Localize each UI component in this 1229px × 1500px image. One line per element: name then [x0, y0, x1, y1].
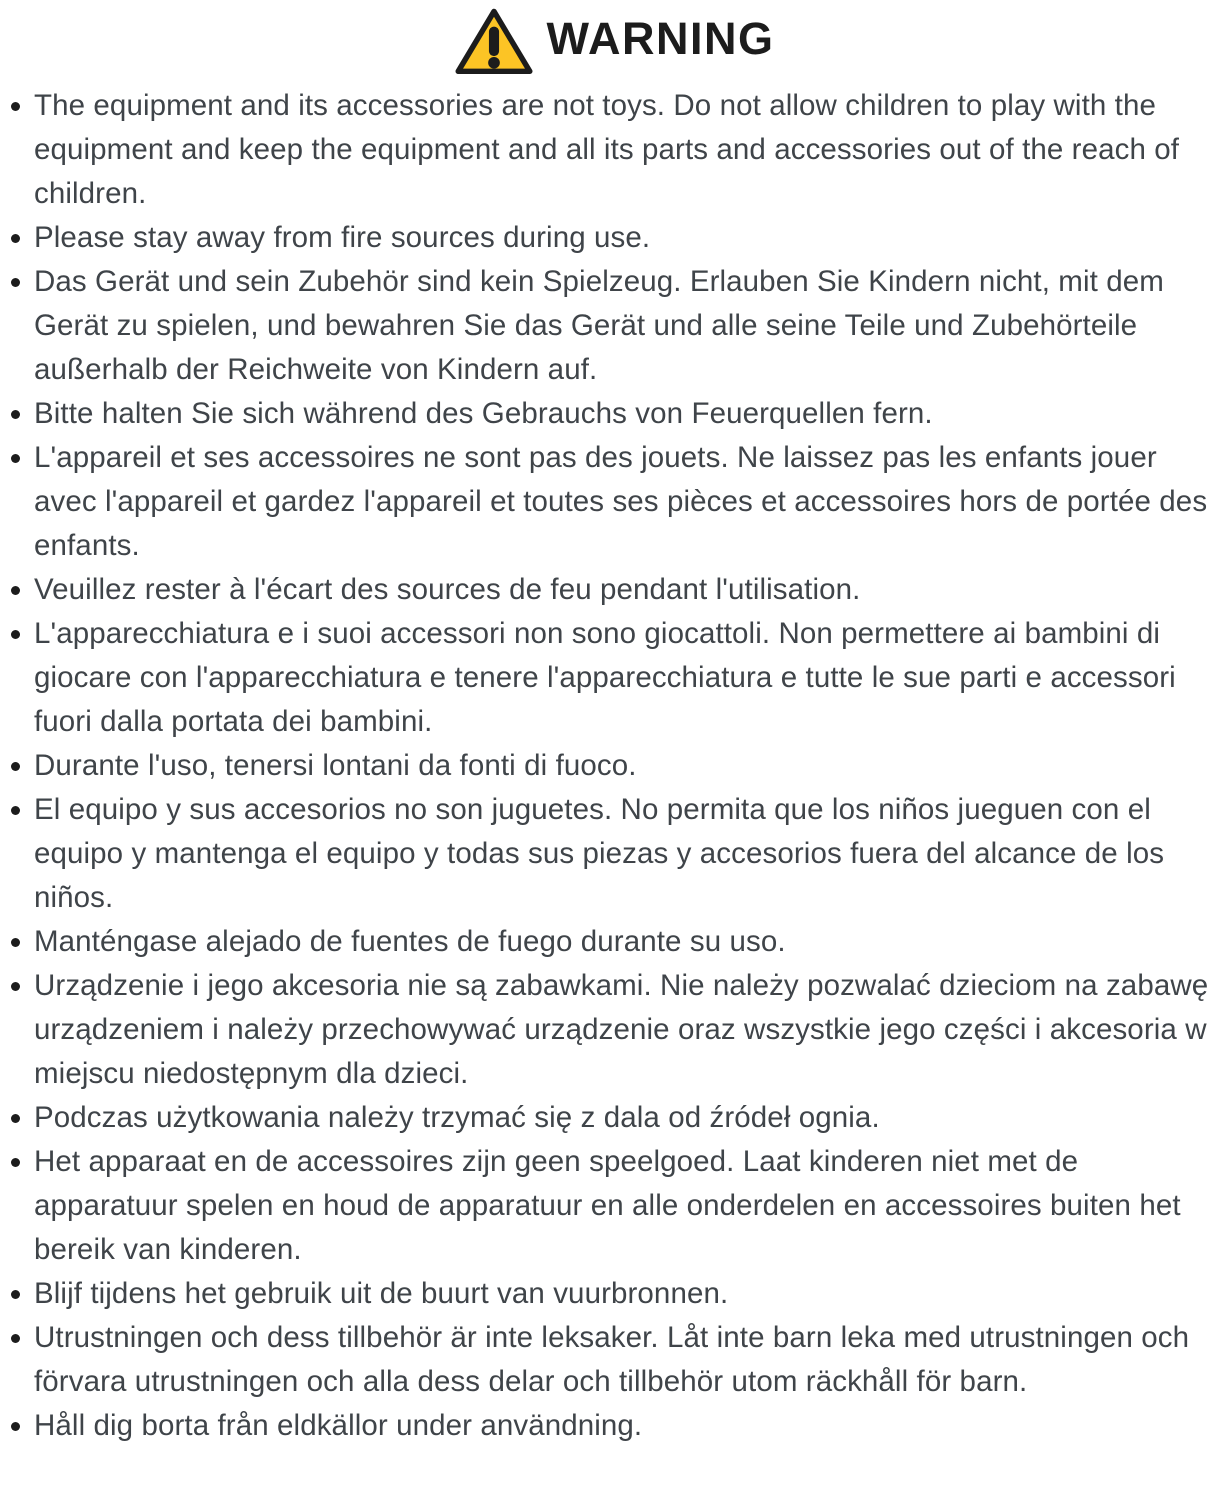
warning-item: L'apparecchiatura e i suoi accessori non sono giocattoli. Non permettere ai bambini di giocare con l'apparecchiatura e tenere l'apparecchiatura e tutte le sue parti e accessori fuori dalla portata dei bambini.: [10, 612, 1225, 744]
warning-title: WARNING: [546, 12, 775, 64]
warning-item: Please stay away from fire sources during use.: [10, 216, 1225, 260]
warning-item: Blijf tijdens het gebruik uit de buurt van vuurbronnen.: [10, 1272, 1225, 1316]
warning-item: Das Gerät und sein Zubehör sind kein Spielzeug. Erlauben Sie Kindern nicht, mit dem Gerät zu spielen, und bewahren Sie das Gerät und alle seine Teile und Zubehörteile außerhalb der Reichweite von Kindern auf.: [10, 260, 1225, 392]
warning-item: Manténgase alejado de fuentes de fuego durante su uso.: [10, 920, 1225, 964]
warning-item: El equipo y sus accesorios no son juguetes. No permita que los niños jueguen con el equipo y mantenga el equipo y todas sus piezas y accesorios fuera del alcance de los niños.: [10, 788, 1225, 920]
warning-item: Podczas użytkowania należy trzymać się z dala od źródeł ognia.: [10, 1096, 1225, 1140]
warning-item: Utrustningen och dess tillbehör är inte leksaker. Låt inte barn leka med utrustningen och förvara utrustningen och alla dess delar och tillbehör utom räckhåll för barn.: [10, 1316, 1225, 1404]
warning-item: Urządzenie i jego akcesoria nie są zabawkami. Nie należy pozwalać dzieciom na zabawę urządzeniem i należy przechowywać urządzenie oraz wszystkie jego części i akcesoria w miejscu niedostępnym dla dzieci.: [10, 964, 1225, 1096]
warning-list: [10, 84, 1225, 1448]
warning-triangle-icon: [455, 6, 533, 76]
warning-header: [0, 0, 1229, 80]
warning-item: L'appareil et ses accessoires ne sont pas des jouets. Ne laissez pas les enfants jouer avec l'appareil et gardez l'appareil et toutes ses pièces et accessoires hors de portée des enfants.: [10, 436, 1225, 568]
warning-item: Håll dig borta från eldkällor under användning.: [10, 1404, 1225, 1448]
warning-item: Durante l'uso, tenersi lontani da fonti di fuoco.: [10, 744, 1225, 788]
warning-item: Het apparaat en de accessoires zijn geen speelgoed. Laat kinderen niet met de apparatuur spelen en houd de apparatuur en alle onderdelen en accessoires buiten het bereik van kinderen.: [10, 1140, 1225, 1272]
warning-item: The equipment and its accessories are not toys. Do not allow children to play with the equipment and keep the equipment and all its parts and accessories out of the reach of children.: [10, 84, 1225, 216]
warning-item: Veuillez rester à l'écart des sources de feu pendant l'utilisation.: [10, 568, 1225, 612]
warning-item: Bitte halten Sie sich während des Gebrauchs von Feuerquellen fern.: [10, 392, 1225, 436]
